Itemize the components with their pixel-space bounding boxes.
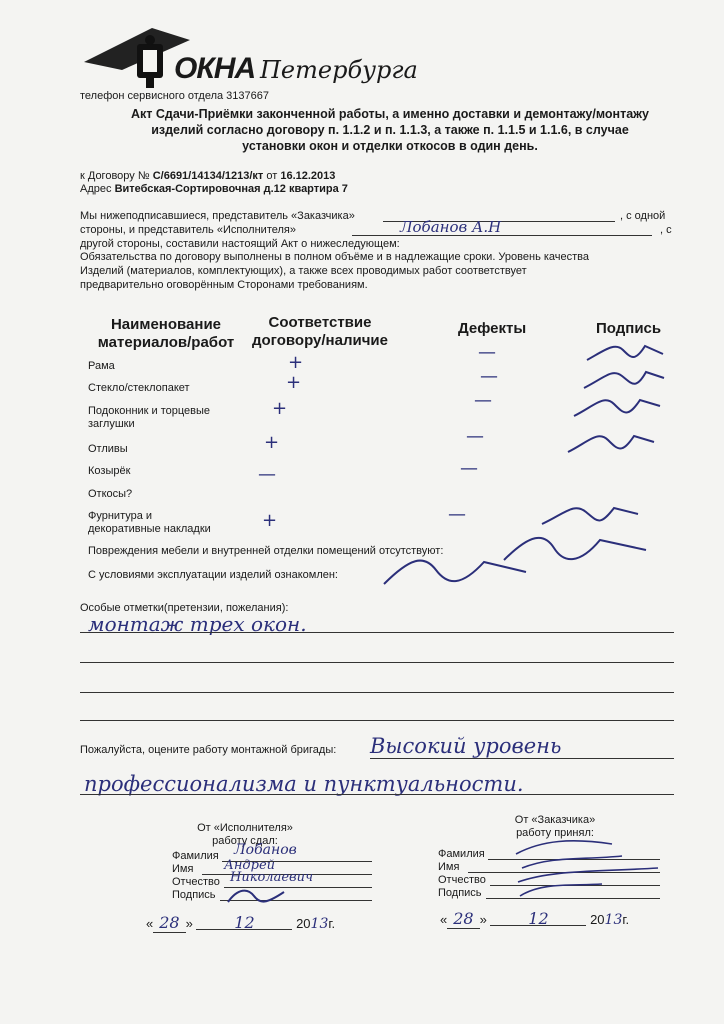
executor-signature-icon xyxy=(226,884,286,906)
rating-line-1 xyxy=(370,758,674,759)
executor-year-handwritten: 13 xyxy=(310,916,329,932)
notes-line-4 xyxy=(80,720,674,721)
row-item-name: Козырёк xyxy=(88,465,131,477)
customer-handwritten-signatures-icon xyxy=(512,830,662,904)
contract-date-prefix: от xyxy=(266,170,278,182)
signature-icon xyxy=(582,366,666,392)
row-item-name-line2: декоративные накладки xyxy=(88,523,211,535)
executor-year-prefix: 20 xyxy=(296,916,311,931)
row-item-name xyxy=(88,405,210,431)
col-header-items-line2: материалов/работ xyxy=(97,334,235,351)
rating-line-2 xyxy=(80,794,674,795)
customer-heading-line1: От «Заказчика» xyxy=(514,814,596,826)
damage-statement: Повреждения мебели и внутренней отделки помещений отсутствуют: xyxy=(88,545,444,557)
title-line-1: Акт Сдачи-Приёмки законченной работы, а именно доставки и демонтажу/монтажу xyxy=(131,107,649,121)
executor-patronymic-handwritten: Николаевич xyxy=(230,870,314,885)
row-defects-mark: — xyxy=(448,504,466,525)
row-compliance-mark: + xyxy=(288,352,304,373)
executor-rep-line xyxy=(352,235,652,236)
row-compliance-mark: — xyxy=(258,464,276,485)
contract-prefix: к Договору № xyxy=(80,170,150,182)
intro-line-2: стороны, и представитель «Исполнителя» xyxy=(80,224,296,236)
row-compliance-mark: + xyxy=(264,432,280,453)
executor-heading-line1: От «Исполнителя» xyxy=(197,822,293,834)
col-header-compliance-line1: Соответствие xyxy=(268,314,372,331)
contract-date: 16.12.2013 xyxy=(280,170,336,182)
row-compliance-mark: + xyxy=(262,510,278,531)
row-defects-mark: — xyxy=(478,342,496,363)
rating-label: Пожалуйста, оцените работу монтажной бригады: xyxy=(80,744,337,756)
rating-handwritten-2: профессионализма и пунктуальности. xyxy=(84,772,524,796)
executor-date xyxy=(146,913,336,932)
intro-line-3: другой стороны, составили настоящий Акт о нижеследующем: xyxy=(80,238,400,250)
executor-date-day: 28 xyxy=(153,913,185,933)
executor-surname-handwritten: Лобанов xyxy=(234,842,297,858)
logo-brand-bold: ОКНА xyxy=(174,52,256,85)
customer-surname-label: Фамилия xyxy=(438,848,485,860)
rating-handwritten-1: Высокий уровень xyxy=(370,734,562,758)
executor-heading-line2: работу сдал: xyxy=(212,835,278,847)
signature-icon xyxy=(540,500,640,530)
service-phone: телефон сервисного отдела 3137667 xyxy=(80,90,269,102)
col-header-items-line1: Наименование xyxy=(110,316,222,333)
col-header-defects: Дефекты xyxy=(458,320,527,337)
customer-year-handwritten: 13 xyxy=(604,912,623,928)
col-header-items xyxy=(86,316,246,352)
row-item-name-line1: Фурнитура и xyxy=(88,510,153,522)
customer-date-month: 12 xyxy=(490,912,586,926)
executor-date-quote-close: » xyxy=(185,916,193,931)
conditions-signature-icon xyxy=(380,548,530,592)
customer-year-suffix: г. xyxy=(622,912,630,927)
executor-date-month: 12 xyxy=(196,916,292,930)
row-compliance-mark: + xyxy=(272,398,288,419)
conditions-statement: С условиями эксплуатации изделий ознакомлен: xyxy=(88,569,338,581)
customer-sign-label: Подпись xyxy=(438,887,482,899)
customer-name-label: Имя xyxy=(438,861,460,873)
intro-line-1-end: , с одной xyxy=(620,210,666,222)
intro-line-6: предварительно оговорённым Сторонами требованиям. xyxy=(80,279,368,291)
contract-line xyxy=(80,170,335,183)
executor-patronymic-label: Отчество xyxy=(172,876,220,888)
row-item-name: Рама xyxy=(88,360,115,372)
customer-heading-line2: работу принял: xyxy=(516,827,594,839)
notes-line-3 xyxy=(80,692,674,693)
row-item-name: Стекло/стеклопакет xyxy=(88,382,190,394)
customer-date-quote-close: » xyxy=(479,912,487,927)
customer-date-quote-open: « xyxy=(440,912,448,927)
row-defects-mark: — xyxy=(460,458,478,479)
intro-line-2-end: , с xyxy=(660,224,672,236)
signature-icon xyxy=(566,428,656,458)
col-header-compliance xyxy=(240,314,400,350)
address-value: Витебская-Сортировочная д.12 квартира 7 xyxy=(114,183,348,195)
notes-handwritten: монтаж трех окон. xyxy=(88,612,307,636)
row-defects-mark: — xyxy=(474,390,492,411)
contract-number: С/6691/14134/1213/кт xyxy=(152,170,264,182)
notes-line-2 xyxy=(80,662,674,663)
title-line-2: изделий согласно договору п. 1.1.2 и п. 1.1.3, а также п. 1.1.5 и 1.1.6, в случае xyxy=(151,123,629,137)
intro-line-1: Мы нижеподписавшиеся, представитель «Заказчика» xyxy=(80,210,355,222)
customer-date xyxy=(440,909,630,928)
executor-year-suffix: г. xyxy=(328,916,336,931)
row-item-name xyxy=(88,510,211,536)
company-logo xyxy=(82,22,418,92)
title-line-3: установки окон и отделки откосов в один день. xyxy=(242,139,538,153)
executor-rep-handwritten: Лобанов А.Н xyxy=(400,218,502,236)
row-item-name-line2: заглушки xyxy=(88,418,135,430)
address-line xyxy=(80,183,348,196)
signature-icon xyxy=(585,340,665,366)
signature-icon xyxy=(572,392,662,422)
customer-year-prefix: 20 xyxy=(590,912,605,927)
notes-label: Особые отметки(претензии, пожелания): xyxy=(80,602,289,614)
executor-name-label: Имя xyxy=(172,863,194,875)
intro-line-4: Обязательства по договору выполнены в полном объёме и в надлежащие сроки. Уровень качества xyxy=(80,251,590,263)
col-header-compliance-line2: договору/наличие xyxy=(252,332,388,349)
notes-line-1 xyxy=(80,632,674,633)
row-item-name: Откосы? xyxy=(88,488,133,500)
executor-date-quote-open: « xyxy=(146,916,154,931)
row-compliance-mark: + xyxy=(286,372,302,393)
document-title xyxy=(70,106,710,154)
row-defects-mark: — xyxy=(480,366,498,387)
col-header-signature: Подпись xyxy=(596,320,662,337)
address-prefix: Адрес xyxy=(80,183,112,195)
executor-sign-label: Подпись xyxy=(172,889,216,901)
row-defects-mark: — xyxy=(466,426,484,447)
intro-line-5: Изделий (материалов, комплектующих), а также всех проводимых работ соответствует xyxy=(80,265,527,277)
customer-patronymic-label: Отчество xyxy=(438,874,486,886)
row-item-name-line1: Подоконник и торцевые xyxy=(88,405,211,417)
logo-brand-script: Петербурга xyxy=(260,56,418,84)
executor-name-handwritten: Андрей xyxy=(224,858,276,873)
executor-surname-label: Фамилия xyxy=(172,850,219,862)
customer-date-day: 28 xyxy=(447,909,479,929)
row-item-name: Отливы xyxy=(88,443,128,455)
